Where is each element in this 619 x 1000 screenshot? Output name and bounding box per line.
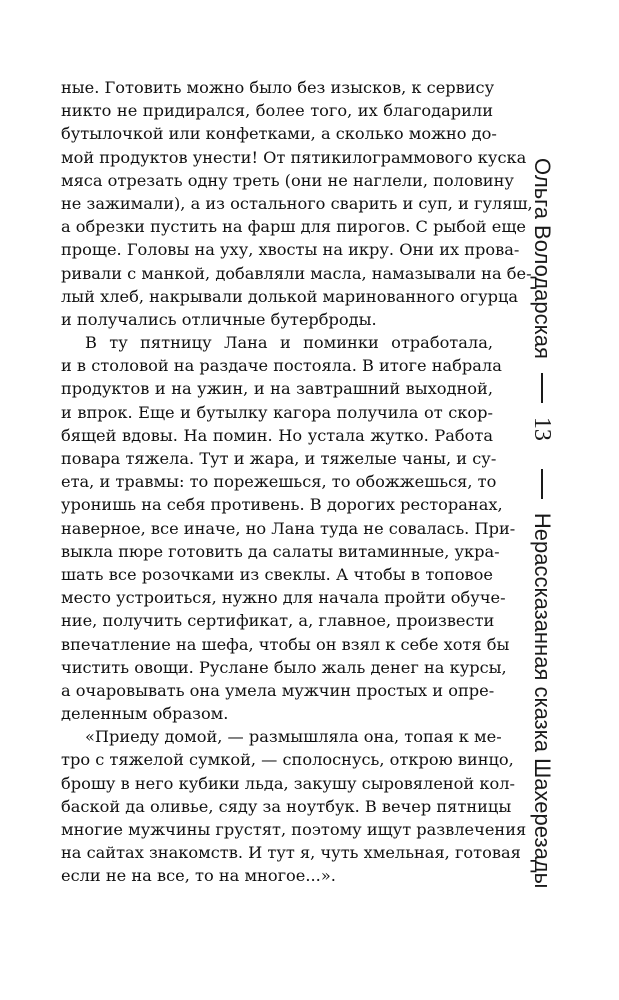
- text-line: наверное, все иначе, но Лана туда не совалась. При-: [61, 518, 516, 538]
- text-line: ета, и травмы: то порежешься, то обожжешься, то: [61, 472, 497, 492]
- text-line: лый хлеб, накрывали долькой маринованного огурца: [61, 286, 519, 306]
- text-line: ривали с манкой, добавляли масла, намазывали на бе-: [61, 263, 532, 283]
- text-line: не зажимали), а из остального сварить и суп, и гуляш,: [61, 193, 533, 213]
- text-line: брошу в него кубики льда, закушу сыровяленой кол-: [61, 773, 515, 793]
- text-line: деленным образом.: [61, 704, 229, 724]
- text-line: место устроиться, нужно для начала пройти обуче-: [61, 588, 506, 608]
- text-line: мяса отрезать одну треть (они не наглели, половину: [61, 170, 514, 190]
- text-line: бутылочкой или конфетками, а сколько можно до-: [61, 124, 497, 144]
- text-line: бящей вдовы. На помин. Но устала жутко. Работа: [61, 425, 493, 445]
- running-header-separator: [541, 469, 543, 499]
- running-header-separator: [541, 373, 543, 403]
- text-line: и получались отличные бутерброды.: [61, 309, 377, 329]
- text-line: многие мужчины грустят, поэтому ищут развлечения: [61, 820, 527, 839]
- text-line: мой продуктов унести! От пятикилограммового куска: [61, 147, 527, 167]
- text-line: уронишь на себя противень. В дорогих ресторанах,: [61, 495, 503, 515]
- paragraph-first-line: В ту пятницу Лана и поминки отработала,: [85, 333, 493, 353]
- text-line: а очаровывать она умела мужчин простых и опре-: [61, 680, 495, 700]
- text-line: если не на все, то на многое...».: [61, 866, 336, 886]
- text-line: никто не придирался, более того, их благодарили: [61, 101, 493, 121]
- paragraph-first-line: «Приеду домой, — размышляла она, топая к ме-: [85, 727, 502, 747]
- text-line: шать все розочками из свеклы. А чтобы в топовое: [61, 564, 493, 584]
- page-number: 13: [529, 416, 556, 441]
- text-line: повара тяжела. Тут и жара, и тяжелые чаны, и су-: [61, 449, 497, 468]
- text-line: на сайтах знакомств. И тут я, чуть хмельная, готовая: [61, 843, 521, 863]
- text-line: баской да оливье, сяду за ноутбук. В вечер пятницы: [61, 796, 512, 816]
- running-header-author: Ольга Володарская: [530, 158, 555, 359]
- text-line: ние, получить сертификат, а, главное, произвести: [61, 611, 495, 631]
- text-line: и в столовой на раздаче постояла. В итоге набрала: [61, 356, 502, 376]
- text-line: чистить овощи. Руслане было жаль денег на курсы,: [61, 657, 507, 677]
- text-line: а обрезки пустить на фарш для пирогов. С рыбой еще: [61, 217, 526, 237]
- text-line: продуктов и на ужин, и на завтрашний выходной,: [61, 379, 493, 399]
- text-line: впечатление на шефа, чтобы он взял к себе хотя бы: [61, 634, 510, 654]
- text-line: тро с тяжелой сумкой, — сполоснусь, открою винцо,: [61, 750, 514, 770]
- running-header-book-title: Нерассказанная сказка Шахерезады: [530, 512, 555, 889]
- text-line: выкла пюре готовить да салаты витаминные, укра-: [61, 541, 500, 561]
- text-line: и впрок. Еще и бутылку кагора получила от скор-: [61, 402, 493, 422]
- running-header: [522, 158, 562, 898]
- main-text: [61, 76, 533, 888]
- text-line: ные. Готовить можно было без изысков, к сервису: [61, 78, 495, 97]
- text-line: проще. Головы на уху, хвосты на икру. Они их прова-: [61, 240, 520, 260]
